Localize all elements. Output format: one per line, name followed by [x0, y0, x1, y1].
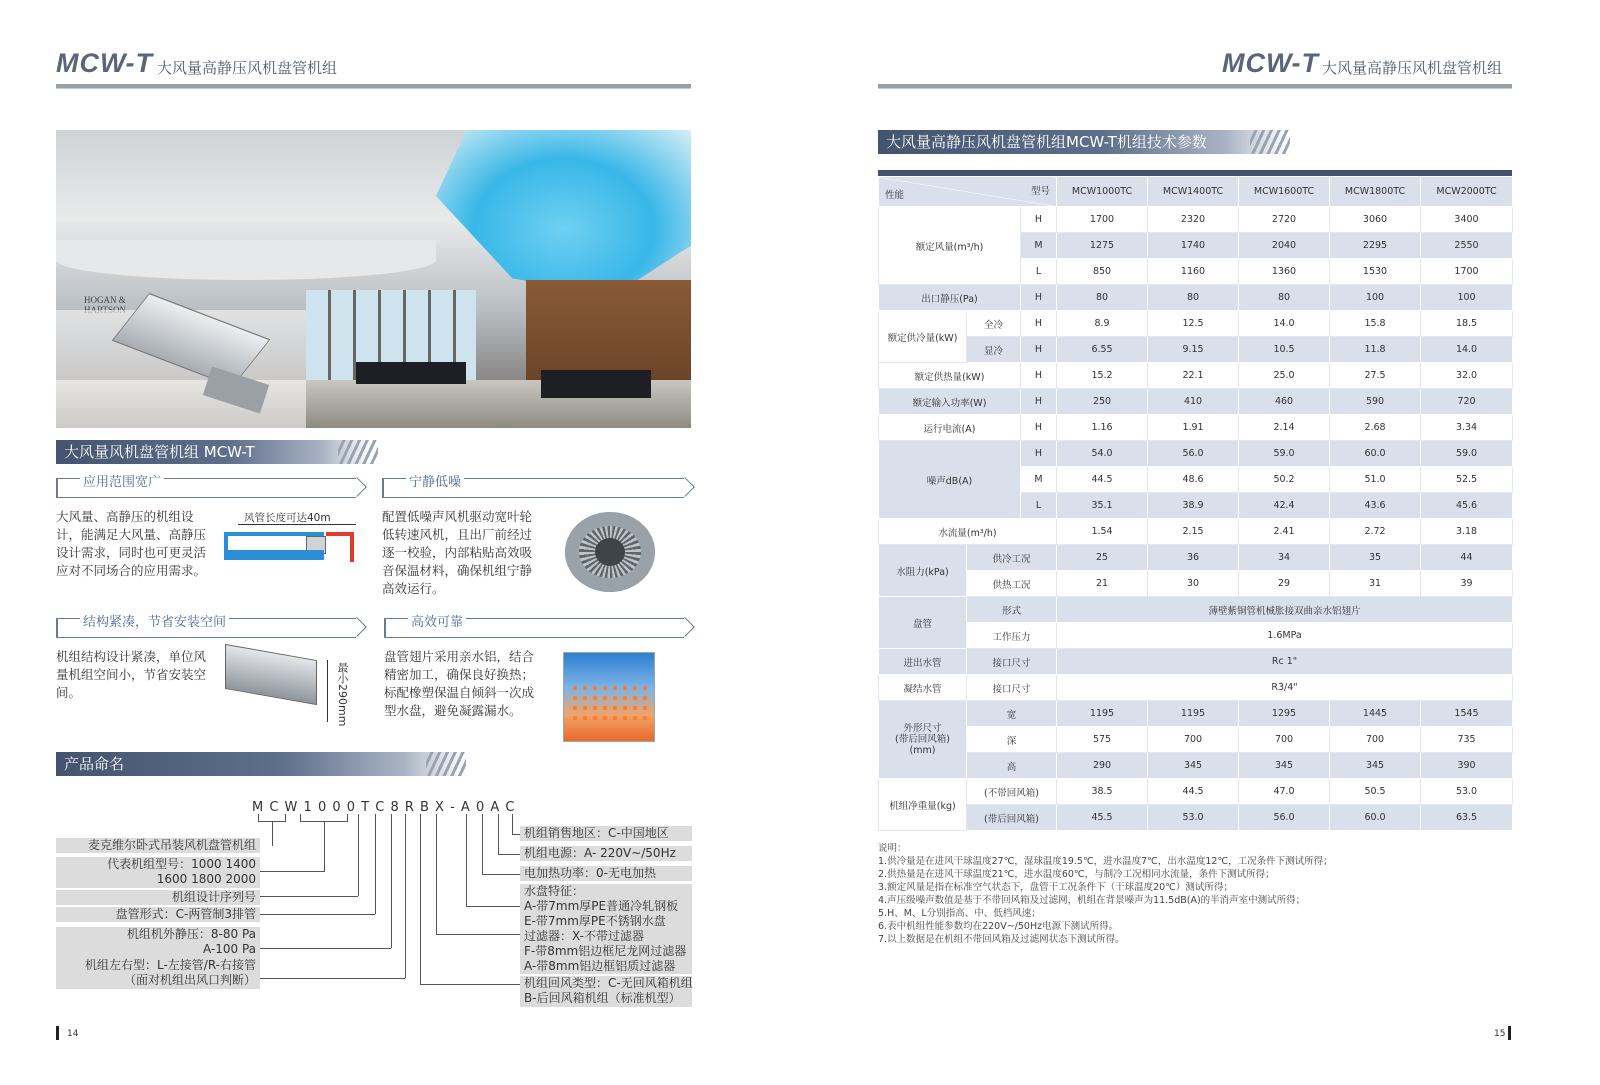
cell: 35.1 [1057, 493, 1148, 519]
product-banner-text: 大风量风机盘管机组 MCW-T [64, 443, 255, 461]
conn-rh-5 [512, 834, 520, 835]
spec-banner-text: 大风量高静压风机盘管机组MCW-T机组技术参数 [886, 133, 1207, 151]
cell: 39 [1421, 571, 1513, 597]
cell: 1530 [1330, 259, 1421, 285]
row-wr-cool [879, 545, 1513, 571]
cell: 54.0 [1057, 441, 1148, 467]
conn-rv-3 [482, 814, 483, 874]
dimension-line [238, 524, 356, 525]
cell: 32.0 [1421, 363, 1513, 389]
hogan-sign: HOGAN & [84, 295, 126, 305]
row-inout [879, 649, 1513, 675]
feature-text-range: 大风量、高静压的机组设计，能满足大风量、高静压设计需求，同时也可更灵活应对不同场合的应用需求。 [56, 509, 207, 578]
page-mark-left [56, 1026, 59, 1040]
cell: 2040 [1239, 233, 1330, 259]
note-line: 2.供热量是在进风干球温度21℃，进水温度60℃，与制冷工况相同水流量，条件下测试所得； [878, 869, 1275, 880]
fin-droplets [570, 683, 650, 723]
cell: 47.0 [1239, 779, 1330, 805]
cell: 3.34 [1421, 415, 1513, 441]
naming-left-0: 麦克维尔卧式吊装风机盘管机组 [56, 838, 260, 853]
speed-m: M [1021, 233, 1057, 259]
row-current [879, 415, 1513, 441]
feature-header-range [56, 475, 356, 498]
row-heating [879, 363, 1513, 389]
feature-header-quiet [382, 475, 684, 498]
cell: 15.2 [1057, 363, 1148, 389]
conn-h-5 [260, 978, 405, 979]
label-depth: 深 [967, 727, 1057, 753]
feature-text-quiet: 配置低噪声风机驱动宽叶轮低转速风机，且出厂前经过逐一校验，内部粘贴高效吸音保温材料，确保机组宁静高效运行。 [382, 509, 533, 596]
cell: 345 [1330, 753, 1421, 779]
cell: 1.54 [1057, 519, 1148, 545]
cell: 25.0 [1239, 363, 1330, 389]
left-subtitle: 大风量高静压风机盘管机组 [157, 59, 338, 77]
cell: 700 [1330, 727, 1421, 753]
label-cool-sens: 显冷 [967, 337, 1021, 363]
speed-h: H [1021, 207, 1057, 233]
model-1: MCW1400TC [1148, 177, 1239, 207]
cell: 80 [1148, 285, 1239, 311]
cell: 1160 [1148, 259, 1239, 285]
right-brand: MCW-T [1222, 48, 1319, 78]
label-cool-total: 全冷 [967, 311, 1021, 337]
cell: 1295 [1239, 701, 1330, 727]
drain-size-value: R3/4" [1057, 675, 1513, 701]
conn-rh-0 [420, 984, 520, 985]
feature-header-reliable [384, 615, 684, 638]
speed-h: H [1021, 415, 1057, 441]
cell: 345 [1239, 753, 1330, 779]
bracket-mcw [258, 814, 286, 822]
cell: 18.5 [1421, 311, 1513, 337]
blower-wheel-image [565, 512, 655, 592]
conn-rv-2 [466, 814, 467, 906]
row-wr-heat [879, 571, 1513, 597]
cell: 56.0 [1148, 441, 1239, 467]
cell: 2.14 [1239, 415, 1330, 441]
row-noise-h [879, 441, 1513, 467]
speed-l: L [1021, 493, 1057, 519]
cell: 45.5 [1057, 805, 1148, 831]
header-perf: 性能 [885, 190, 905, 201]
sofa [356, 362, 466, 384]
naming-left-4: 机组机外静压：8-80 Pa A-100 Pa [56, 927, 260, 958]
cell: 1195 [1148, 701, 1239, 727]
naming-right-1: 机组电源：A- 220V~/50Hz [520, 846, 692, 861]
row-cool-sens [879, 337, 1513, 363]
cell: 44.5 [1148, 779, 1239, 805]
cell: 80 [1057, 285, 1148, 311]
note-line: 说明： [878, 843, 907, 854]
cell: 1360 [1239, 259, 1330, 285]
row-width [879, 701, 1513, 727]
cell: 11.8 [1330, 337, 1421, 363]
feature-title-compact: 结构紧凑，节省安装空间 [80, 611, 229, 630]
cell: 2.68 [1330, 415, 1421, 441]
note-line: 1.供冷量是在进风干球温度27℃，湿球温度19.5℃，进水温度7℃，出水温度12℃，工况条件下测试所得； [878, 856, 1333, 867]
cell: 51.0 [1330, 467, 1421, 493]
cell: 50.2 [1239, 467, 1330, 493]
label-cooling: 额定供冷量(kW) [879, 311, 967, 363]
row-height [879, 753, 1513, 779]
cell: 700 [1148, 727, 1239, 753]
label-inout-size: 接口尺寸 [967, 649, 1057, 675]
cell: 27.5 [1330, 363, 1421, 389]
row-coil-pressure [879, 623, 1513, 649]
cell: 2.72 [1330, 519, 1421, 545]
feature-text-reliable: 盘管翅片采用亲水铝，结合精密加工，确保良好换热；标配橡塑保温自倾斜一次成型水盘，避免凝露漏水。 [384, 649, 535, 718]
spec-banner [878, 130, 1288, 154]
cell: 1700 [1421, 259, 1513, 285]
conn-v-5 [405, 814, 406, 978]
speed-h: H [1021, 363, 1057, 389]
cell: 9.15 [1148, 337, 1239, 363]
cell: 1.16 [1057, 415, 1148, 441]
note-line: 5.H、M、L分别指高、中、低档风速； [878, 908, 1041, 919]
spec-header-corner [879, 177, 1057, 207]
cell: 1700 [1057, 207, 1148, 233]
cell: 2550 [1421, 233, 1513, 259]
conn-h-3 [260, 914, 375, 915]
cell: 2320 [1148, 207, 1239, 233]
cell: 59.0 [1421, 441, 1513, 467]
page-mark-right [1508, 1026, 1511, 1040]
label-height: 高 [967, 753, 1057, 779]
cell: 735 [1421, 727, 1513, 753]
feature-title-reliable: 高效可靠 [408, 611, 466, 630]
conn-v-4 [391, 814, 392, 948]
row-depth [879, 727, 1513, 753]
label-noise: 噪声dB(A) [879, 441, 1021, 519]
cell: 460 [1239, 389, 1330, 415]
label-water-flow: 水流量(m³/h) [879, 519, 1057, 545]
label-wr-cool: 供冷工况 [967, 545, 1057, 571]
cell: 2720 [1239, 207, 1330, 233]
feature-title-quiet: 宁静低噪 [406, 471, 464, 490]
skylight [436, 130, 691, 295]
cell: 8.9 [1057, 311, 1148, 337]
cell: 700 [1239, 727, 1330, 753]
chevron-right-icon [347, 477, 367, 497]
cell: 38.9 [1148, 493, 1239, 519]
speed-m: M [1021, 467, 1057, 493]
coil-pressure-value: 1.6MPa [1057, 623, 1513, 649]
duct-red [326, 532, 354, 562]
speed-h: H [1021, 441, 1057, 467]
coil-fin-image [563, 652, 655, 742]
model-4: MCW2000TC [1421, 177, 1513, 207]
conn-v-1 [324, 822, 325, 872]
conn-v-2 [358, 814, 359, 896]
naming-right-4: 过滤器：X-不带过滤器 F-带8mm铝边框尼龙网过滤器 A-带8mm铝边框铝质过滤器 [520, 929, 692, 974]
cell: 1445 [1330, 701, 1421, 727]
naming-right-2: 电加热功率：0-无电加热 [520, 866, 692, 881]
label-coil-pressure: 工作压力 [967, 623, 1057, 649]
conn-rh-2 [466, 906, 520, 907]
cell: 80 [1239, 285, 1330, 311]
row-drain [879, 675, 1513, 701]
height-dimension-line [327, 660, 328, 722]
cell: 43.6 [1330, 493, 1421, 519]
speed-h: H [1021, 311, 1057, 337]
duct-diagram [218, 508, 363, 573]
feature-text-compact: 机组结构设计紧凑，单位风量机组空间小，节省安装空间。 [56, 649, 207, 700]
cell: 345 [1148, 753, 1239, 779]
cell: 45.6 [1421, 493, 1513, 519]
label-coil-form: 形式 [967, 597, 1057, 623]
label-weight: 机组净重量(kg) [879, 779, 967, 831]
naming-left-3: 盘管形式：C-两管制3排管 [56, 907, 260, 922]
compact-unit-image [225, 644, 317, 705]
duct-blue-bottom [224, 550, 324, 560]
label-static: 出口静压(Pa) [879, 285, 1021, 311]
model-0: MCW1000TC [1057, 177, 1148, 207]
cell: 42.4 [1239, 493, 1330, 519]
cell: 575 [1057, 727, 1148, 753]
cell: 2295 [1330, 233, 1421, 259]
label-current: 运行电流(A) [879, 415, 1021, 441]
cell: 36 [1148, 545, 1239, 571]
right-header-rule [878, 84, 1512, 89]
cell: 410 [1148, 389, 1239, 415]
cell: 6.55 [1057, 337, 1148, 363]
cell: 56.0 [1239, 805, 1330, 831]
cell: 52.5 [1421, 467, 1513, 493]
row-weight-box [879, 805, 1513, 831]
naming-left-1: 代表机组型号：1000 1400 1600 1800 2000 [56, 857, 260, 888]
conn-rv-4 [498, 814, 499, 854]
row-power [879, 389, 1513, 415]
cell: 48.6 [1148, 467, 1239, 493]
cell: 21 [1057, 571, 1148, 597]
cell: 3.18 [1421, 519, 1513, 545]
notes [878, 842, 1512, 946]
left-header-rule [56, 84, 691, 89]
sofa-2 [541, 370, 651, 398]
feature-title-range: 应用范围宽广 [80, 471, 164, 490]
page-number-right: 15 [1494, 1029, 1506, 1039]
cell: 2.15 [1148, 519, 1239, 545]
cell: 22.1 [1148, 363, 1239, 389]
chevron-right-icon [347, 617, 367, 637]
chevron-right-icon [675, 617, 695, 637]
conn-h-4 [260, 948, 391, 949]
cell: 53.0 [1421, 779, 1513, 805]
cell: 63.5 [1421, 805, 1513, 831]
cell: 35 [1330, 545, 1421, 571]
cell: 25 [1057, 545, 1148, 571]
label-drain-size: 接口尺寸 [967, 675, 1057, 701]
cell: 1195 [1057, 701, 1148, 727]
cell: 44.5 [1057, 467, 1148, 493]
cell: 50.5 [1330, 779, 1421, 805]
naming-right-0: 机组销售地区：C-中国地区 [520, 826, 692, 841]
cell: 31 [1330, 571, 1421, 597]
conn-rv-1 [436, 814, 437, 934]
label-drain: 凝结水管 [879, 675, 967, 701]
page-number-left: 14 [67, 1029, 79, 1039]
ceiling-curve [56, 240, 436, 280]
conn-h-2 [260, 896, 358, 897]
spec-banner-slashes [1250, 130, 1290, 154]
naming-banner [56, 752, 466, 776]
cell: 100 [1330, 285, 1421, 311]
conn-h-1 [260, 871, 324, 872]
label-dims: 外形尺寸 (带后回风箱) (mm) [879, 701, 967, 779]
row-weight-no-box [879, 779, 1513, 805]
cell: 34 [1239, 545, 1330, 571]
cell: 12.5 [1148, 311, 1239, 337]
model-2: MCW1600TC [1239, 177, 1330, 207]
label-airflow: 额定风量(m³/h) [879, 207, 1021, 285]
label-inout: 进出水管 [879, 649, 967, 675]
row-water-flow [879, 519, 1513, 545]
cell: 60.0 [1330, 805, 1421, 831]
label-heating: 额定供热量(kW) [879, 363, 1021, 389]
header-model: 型号 [1031, 186, 1051, 197]
conn-rh-4 [498, 854, 520, 855]
cell: 250 [1057, 389, 1148, 415]
label-width: 宽 [967, 701, 1057, 727]
cell: 390 [1421, 753, 1513, 779]
cell: 44 [1421, 545, 1513, 571]
row-coil-form [879, 597, 1513, 623]
cell: 59.0 [1239, 441, 1330, 467]
note-line: 7.以上数据是在机组不带回风箱及过滤网状态下测试所得。 [878, 934, 1125, 945]
cell: 1275 [1057, 233, 1148, 259]
speed-h: H [1021, 285, 1057, 311]
naming-right-3: 水盘特征： A-带7mm厚PE普通冷轧钢板 E-带7mm厚PE不锈钢水盘 [520, 884, 692, 929]
office-photo [56, 130, 691, 428]
speed-h: H [1021, 389, 1057, 415]
conn-rh-1 [436, 934, 520, 935]
blower-hub [595, 538, 625, 566]
model-code: M C W 1 0 0 0 T C 8 R B X - A 0 A C [252, 800, 516, 815]
spec-table [878, 176, 1513, 831]
coil-form-value: 薄壁紫铜管机械胀接双曲亲水铝翅片 [1057, 597, 1513, 623]
left-brand: MCW-T [56, 48, 153, 78]
label-water-res: 水阻力(kPa) [879, 545, 967, 597]
height-label: 最小290mm [336, 662, 349, 727]
row-cool-total [879, 311, 1513, 337]
conn-v-3 [375, 814, 376, 914]
note-line: 6.表中机组性能参数均在220V~/50Hz电源下测试所得。 [878, 921, 1119, 932]
cell: 3060 [1330, 207, 1421, 233]
cell: 3400 [1421, 207, 1513, 233]
feature-header-compact [56, 615, 356, 638]
cell: 53.0 [1148, 805, 1239, 831]
cell: 30 [1148, 571, 1239, 597]
cell: 14.0 [1421, 337, 1513, 363]
spec-header-row [879, 177, 1513, 207]
cell: 10.5 [1239, 337, 1330, 363]
naming-left-2: 机组设计序列号 [56, 890, 260, 905]
cell: 1545 [1421, 701, 1513, 727]
inout-size-value: Rc 1" [1057, 649, 1513, 675]
chevron-right-icon [675, 477, 695, 497]
conn-rv-0 [420, 814, 421, 984]
product-banner [56, 440, 371, 464]
cell: 850 [1057, 259, 1148, 285]
row-static [879, 285, 1513, 311]
naming-right-5: 机组回风类型：C-无回风箱机组 B-后回风箱机组（标准机型） [520, 976, 692, 1007]
cell: 590 [1330, 389, 1421, 415]
duct-label: 风管长度可达40m [244, 512, 331, 524]
label-power: 额定输入功率(W) [879, 389, 1021, 415]
label-coil: 盘管 [879, 597, 967, 649]
conn-rh-3 [482, 874, 520, 875]
bracket-model [300, 814, 348, 822]
label-wr-heat: 供热工况 [967, 571, 1057, 597]
cell: 60.0 [1330, 441, 1421, 467]
cell: 1.91 [1148, 415, 1239, 441]
note-line: 4.声压级噪声数值是基于不带回风箱及过滤网，机组在背景噪声为11.5dB(A)的半消声室中测试所得； [878, 895, 1306, 906]
cell: 290 [1057, 753, 1148, 779]
cell: 1740 [1148, 233, 1239, 259]
naming-left-5: 机组左右型：L-左接管/R-右接管 （面对机组出风口判断） [56, 958, 260, 989]
cell: 2.41 [1239, 519, 1330, 545]
conn-v-0 [272, 822, 273, 846]
conn-rv-5 [512, 814, 513, 834]
cell: 15.8 [1330, 311, 1421, 337]
label-w-box: (带后回风箱) [967, 805, 1057, 831]
cell: 100 [1421, 285, 1513, 311]
model-3: MCW1800TC [1330, 177, 1421, 207]
label-w-no-box: (不带回风箱) [967, 779, 1057, 805]
cell: 14.0 [1239, 311, 1330, 337]
note-line: 3.额定风量是指在标准空气状态下，盘管干工况条件下（干球温度20℃）测试所得； [878, 882, 1233, 893]
cell: 720 [1421, 389, 1513, 415]
right-subtitle: 大风量高静压风机盘管机组 [1322, 59, 1503, 77]
cell: 38.5 [1057, 779, 1148, 805]
speed-l: L [1021, 259, 1057, 285]
speed-h: H [1021, 337, 1057, 363]
cell: 29 [1239, 571, 1330, 597]
banner-slashes [338, 440, 378, 464]
naming-banner-slashes [426, 752, 466, 776]
row-airflow-h [879, 207, 1513, 233]
naming-banner-text: 产品命名 [64, 755, 125, 773]
